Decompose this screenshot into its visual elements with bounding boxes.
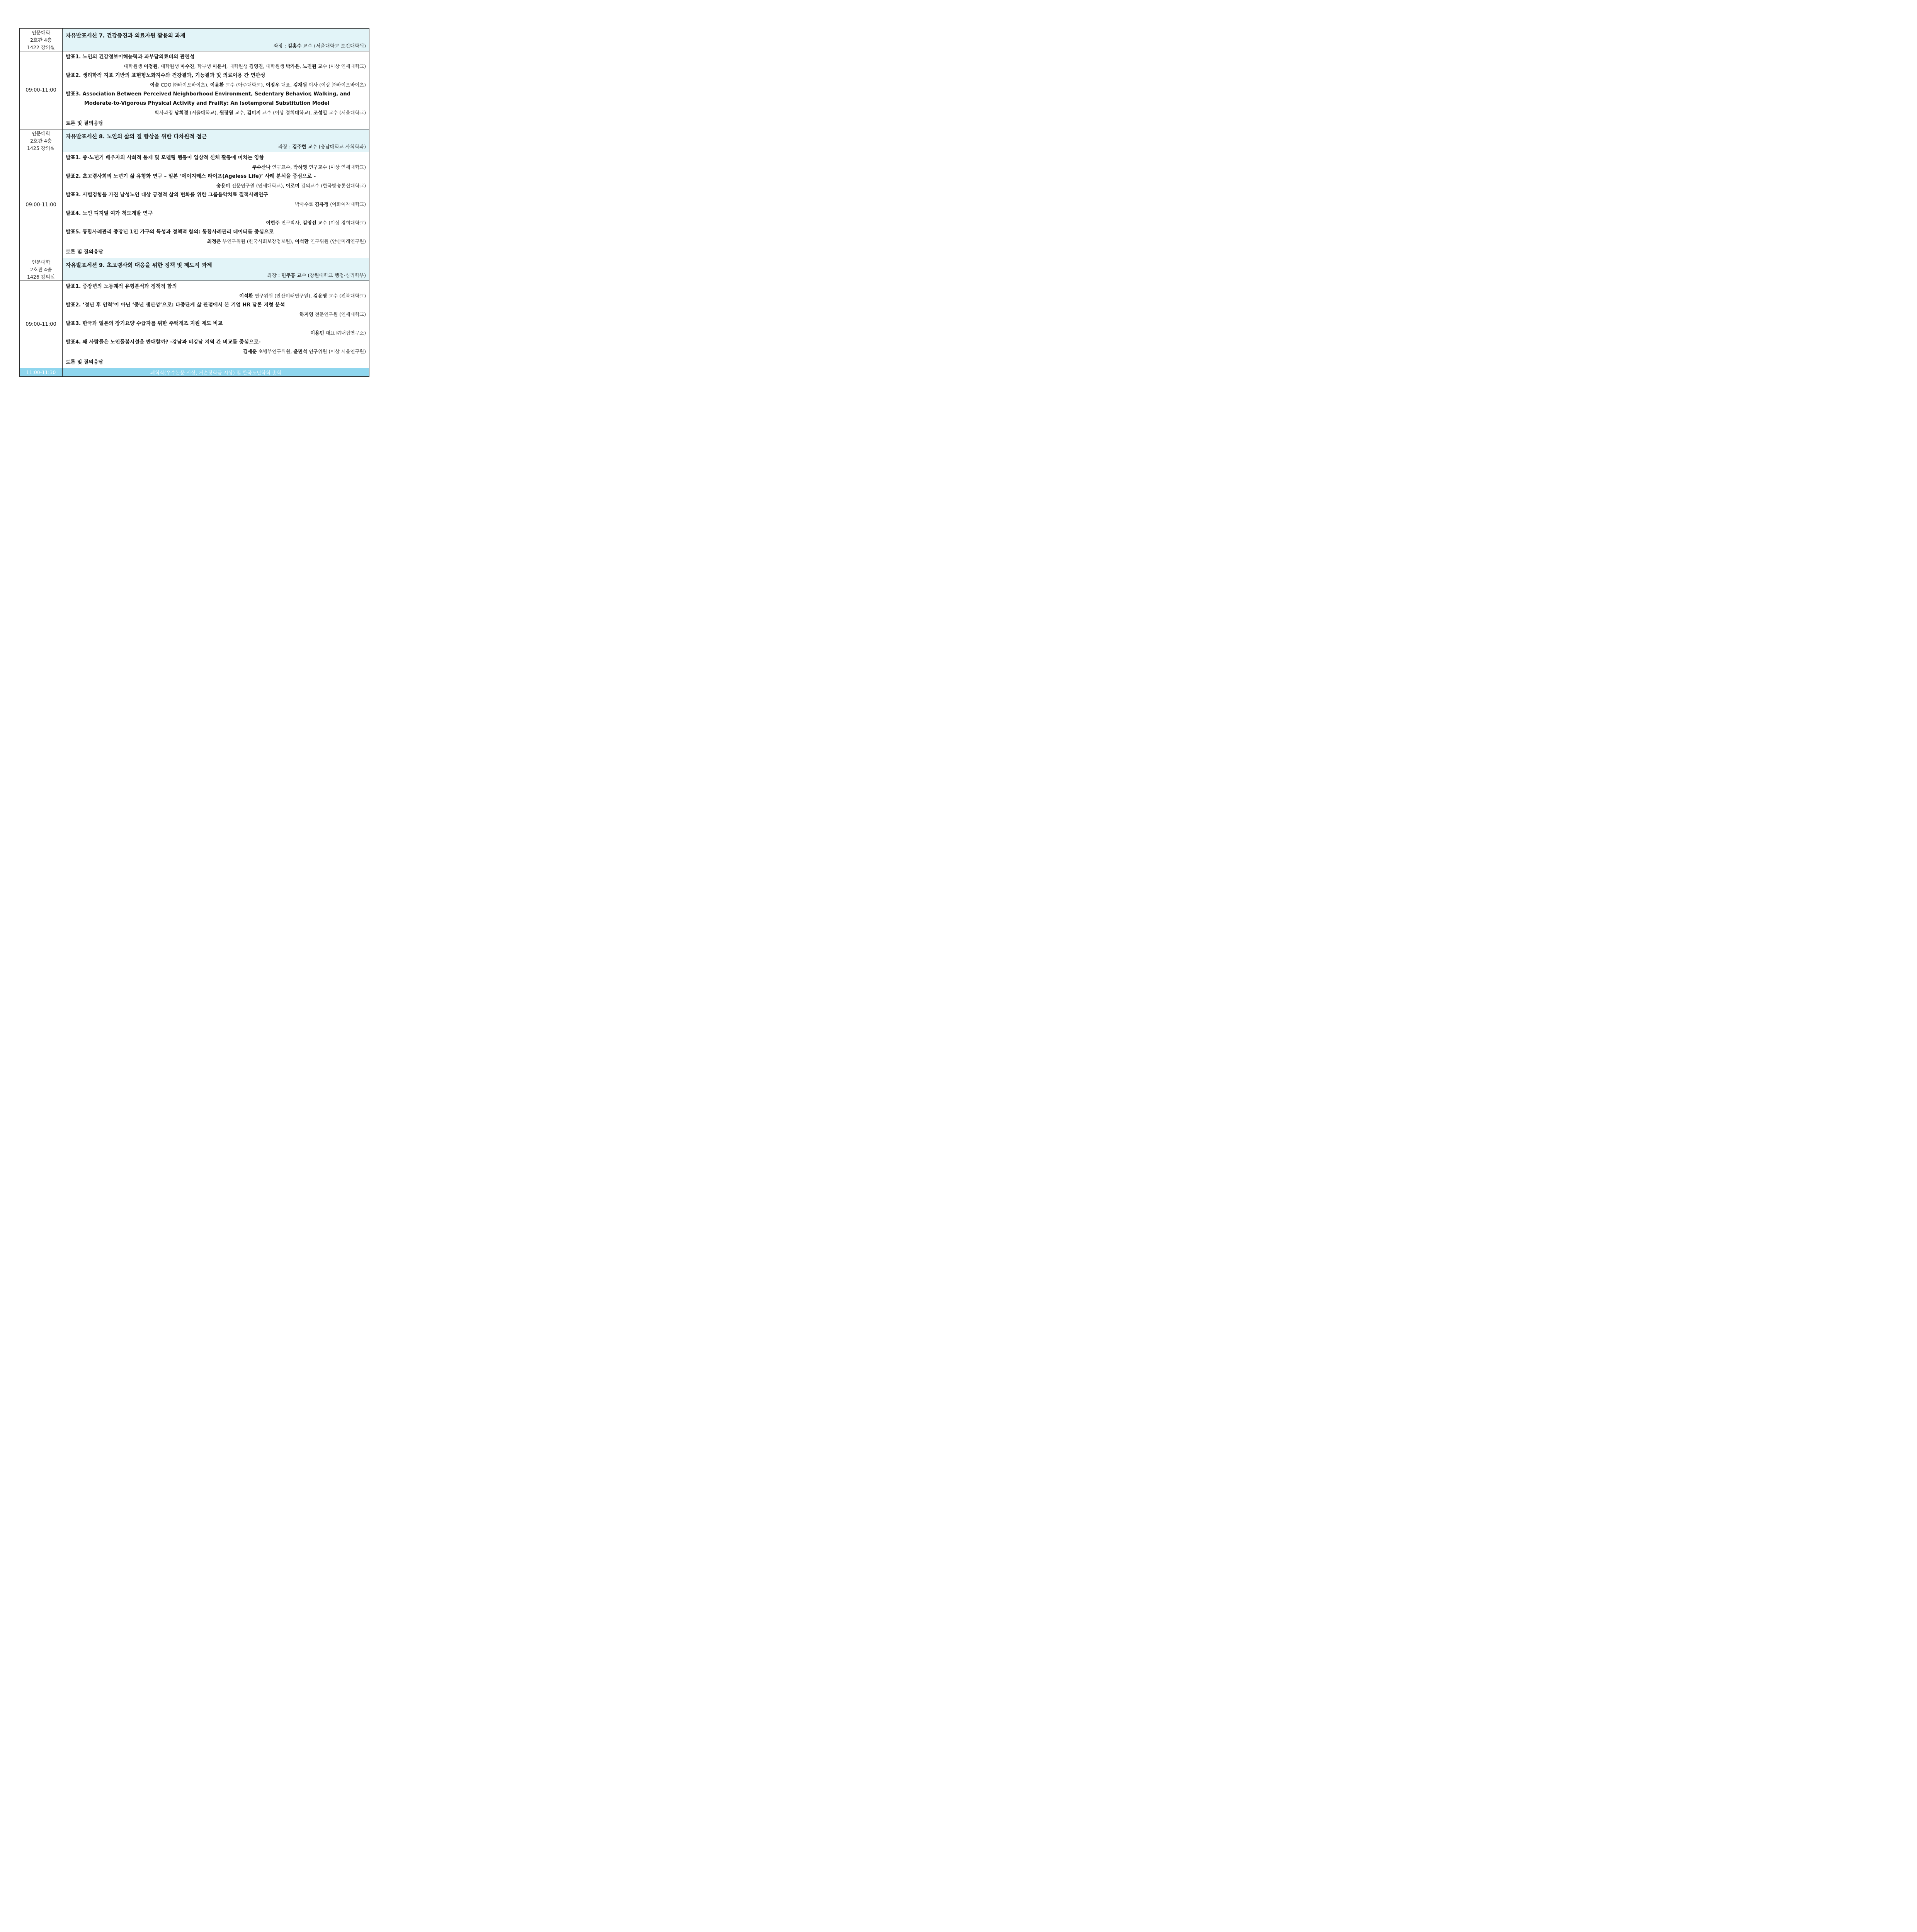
presentation-authors bbox=[66, 181, 366, 190]
affiliation-text: 교수 (서울대학교) bbox=[327, 110, 366, 116]
affiliation-text: 연구위원 (안산미래연구원), bbox=[253, 293, 313, 299]
person-name: 김주현 bbox=[292, 144, 306, 150]
person-name: 박하영 bbox=[293, 165, 307, 170]
affiliation-text: 박사수료 bbox=[295, 202, 315, 207]
session-body-row bbox=[20, 152, 369, 258]
person-name: 이솔 bbox=[150, 82, 160, 88]
presentation-authors bbox=[66, 108, 366, 117]
session-header-row bbox=[20, 258, 369, 281]
affiliation-text: , 대학원생 bbox=[157, 64, 180, 69]
presentation-title: 발표2. 초고령사회의 노년기 삶 유형화 연구 – 일본 ‘에이지레스 라이프(Ageless Life)’ 사례 분석을 중심으로 - bbox=[66, 173, 316, 179]
room-cell bbox=[20, 129, 63, 152]
person-name: 김미지 bbox=[247, 110, 261, 116]
session-header-cell bbox=[63, 258, 369, 281]
room-cell bbox=[20, 258, 63, 281]
affiliation-text: 교수 (이상 경희대학교) bbox=[316, 220, 366, 226]
room-building: 인문대학 bbox=[31, 130, 51, 136]
session-title: 자유발표세션 9. 초고령사회 대응을 위한 정책 및 제도적 과제 bbox=[66, 262, 212, 269]
person-name: 이석환 bbox=[295, 239, 309, 244]
discussion-label: 토론 및 질의응답 bbox=[66, 359, 103, 365]
person-name: 김영선 bbox=[303, 220, 316, 226]
schedule-table bbox=[19, 28, 369, 377]
affiliation-text: 좌장 : bbox=[278, 144, 293, 150]
person-name: 조성일 bbox=[313, 110, 327, 116]
presentation-title: 발표4. 왜 사람들은 노인돌봄시설을 반대할까? -강남과 비강남 지역 간 비교를 중심으로- bbox=[66, 339, 261, 345]
affiliation-text: 교수 (이상 연세대학교) bbox=[316, 64, 366, 69]
affiliation-text: (이화여자대학교) bbox=[328, 202, 366, 207]
person-name: 최정은 bbox=[207, 239, 221, 244]
presentation-title: 발표5. 통합사례관리 중장년 1인 가구의 특성과 정책적 함의: 통합사례관리 데이터를 중심으로 bbox=[66, 229, 274, 235]
room-cell bbox=[20, 29, 63, 51]
presentation-title: 발표2. 생리학적 지표 기반의 표현형노화지수와 건강결과, 기능결과 및 의료이용 간 연관성 bbox=[66, 73, 265, 78]
affiliation-text: 교수 (서울대학교 보건대학원) bbox=[301, 43, 366, 49]
person-name: 노진원 bbox=[303, 64, 316, 69]
presentation-authors bbox=[66, 80, 366, 90]
person-name: 이정원 bbox=[143, 64, 158, 69]
discussion-label: 토론 및 질의응답 bbox=[66, 249, 103, 255]
person-name: 김영진 bbox=[249, 64, 263, 69]
session-header-row bbox=[20, 29, 369, 51]
session-body-row bbox=[20, 51, 369, 129]
affiliation-text: 강의교수 (한국방송통신대학교) bbox=[299, 183, 366, 189]
affiliation-text: 교수 (아주대학교), bbox=[224, 82, 266, 88]
person-name: 이로미 bbox=[286, 183, 300, 189]
session-body-row bbox=[20, 281, 369, 368]
person-name: 김홍수 bbox=[287, 43, 302, 49]
presentation-title: 발표3. Association Between Perceived Neighborhood Environment, Sedentary Behavior, Walking, and bbox=[66, 91, 350, 97]
affiliation-text: 전문연구원 (연세대학교), bbox=[230, 183, 286, 189]
affiliation-text: 교수 (강원대학교 행정·심리학부) bbox=[295, 272, 366, 278]
affiliation-text: 교수 (이상 경희대학교), bbox=[260, 110, 313, 116]
session-presentations bbox=[63, 51, 369, 129]
affiliation-text: 교수 (전북대학교) bbox=[327, 293, 366, 299]
room-floor: 2호관 4층 bbox=[30, 138, 52, 144]
presentation-authors bbox=[66, 310, 366, 319]
affiliation-text: 연구교수 (이상 연세대학교) bbox=[307, 165, 366, 170]
room-number: 1425 강의실 bbox=[27, 145, 55, 151]
affiliation-text: 부연구위원 (한국사회보장정보원), bbox=[221, 239, 295, 244]
session-chair bbox=[66, 272, 366, 279]
presentation-authors bbox=[66, 328, 366, 338]
presentation-authors bbox=[66, 218, 366, 228]
session-presentations bbox=[63, 281, 369, 368]
presentation-authors bbox=[66, 62, 366, 71]
presentation-list bbox=[66, 282, 366, 356]
closing-time: 11:00-11:30 bbox=[20, 368, 63, 377]
discussion-label: 토론 및 질의응답 bbox=[66, 121, 103, 126]
presentation-title: 발표1. 중장년의 노동궤적 유형분석과 정책적 함의 bbox=[66, 284, 177, 289]
person-name: 하지영 bbox=[299, 312, 313, 317]
presentation-list bbox=[66, 53, 366, 117]
session-header-cell bbox=[63, 29, 369, 51]
person-name: 원장원 bbox=[219, 110, 233, 116]
affiliation-text: , bbox=[299, 64, 303, 69]
affiliation-text: 전문연구원 (연세대학교) bbox=[313, 312, 366, 317]
room-floor: 2호관 4층 bbox=[30, 266, 52, 272]
affiliation-text: 박사과정 bbox=[155, 110, 175, 116]
presentation-title: 발표2. ‘정년 후 인력’이 아닌 ‘중년 생산성’으로: 다중단계 삶 관점에서 본 기업 HR 담론 지형 분석 bbox=[66, 302, 285, 308]
session-time: 09:00-11:00 bbox=[20, 152, 63, 258]
room-building: 인문대학 bbox=[31, 29, 51, 36]
room-number: 1422 강의실 bbox=[27, 44, 55, 50]
person-name: 민주홍 bbox=[281, 272, 296, 278]
session-time: 09:00-11:00 bbox=[20, 51, 63, 129]
person-name: 윤민석 bbox=[293, 349, 307, 354]
person-name: 김재원 bbox=[293, 82, 307, 88]
affiliation-text: , 학부생 bbox=[194, 64, 213, 69]
affiliation-text: , 대학원생 bbox=[226, 64, 249, 69]
presentation-authors bbox=[66, 347, 366, 356]
session-chair bbox=[66, 42, 366, 49]
affiliation-text: 좌장 : bbox=[267, 272, 282, 278]
room-floor: 2호관 4층 bbox=[30, 37, 52, 43]
affiliation-text: 교수, bbox=[233, 110, 247, 116]
person-name: 이용민 bbox=[310, 330, 324, 336]
room-number: 1426 강의실 bbox=[27, 274, 55, 280]
affiliation-text: 이사 (이상 ㈜바이오바이츠) bbox=[307, 82, 366, 88]
affiliation-text: 연구위원 (안산미래연구원) bbox=[308, 239, 366, 244]
presentation-title: 발표4. 노인 디지털 여가 척도개발 연구 bbox=[66, 211, 153, 216]
presentation-authors bbox=[66, 237, 366, 246]
affiliation-text: 연구위원 (이상 서울연구원) bbox=[307, 349, 366, 354]
affiliation-text: 좌장 : bbox=[273, 43, 288, 49]
presentation-title: 발표1. 노인의 건강정보이해능력과 과부담의료비의 관련성 bbox=[66, 54, 195, 60]
closing-text: 폐회식(우수논문 시상, 거손장학금 시상) 및 한국노년학회 총회 bbox=[63, 368, 369, 377]
person-name: 송용미 bbox=[216, 183, 230, 189]
affiliation-text: 대학원생 bbox=[124, 64, 144, 69]
presentation-title: 발표3. 한국과 일본의 장기요양 수급자를 위한 주택개조 지원 제도 비교 bbox=[66, 321, 223, 327]
person-name: 이윤환 bbox=[210, 82, 224, 88]
closing-row bbox=[20, 368, 369, 377]
affiliation-text: CDO ㈜바이오바이츠), bbox=[159, 82, 210, 88]
presentation-title: Moderate-to-Vigorous Physical Activity and Frailty: An Isotemporal Substitution Model bbox=[84, 100, 330, 106]
session-title: 자유발표세션 7. 건강증진과 의료자원 활용의 과제 bbox=[66, 33, 185, 39]
presentation-authors bbox=[66, 291, 366, 301]
session-chair bbox=[66, 143, 366, 150]
room-building: 인문대학 bbox=[31, 259, 51, 265]
affiliation-text: 대표 ㈜내집연구소) bbox=[324, 330, 366, 336]
session-header-row bbox=[20, 129, 369, 152]
affiliation-text: (서울대학교), bbox=[188, 110, 219, 116]
affiliation-text: , 대학원생 bbox=[263, 64, 286, 69]
affiliation-text: 연구교수, bbox=[270, 165, 294, 170]
session-title: 자유발표세션 8. 노인의 삶의 질 향상을 위한 다차원적 접근 bbox=[66, 134, 207, 140]
person-name: 김유정 bbox=[315, 202, 329, 207]
affiliation-text: 연구박사, bbox=[279, 220, 303, 226]
person-name: 마수진 bbox=[180, 64, 194, 69]
person-name: 남희경 bbox=[174, 110, 189, 116]
presentation-list bbox=[66, 153, 366, 246]
session-header-cell bbox=[63, 129, 369, 152]
person-name: 주수산나 bbox=[252, 165, 271, 170]
person-name: 이윤서 bbox=[212, 64, 226, 69]
presentation-authors bbox=[66, 163, 366, 172]
person-name: 김세운 bbox=[243, 349, 257, 354]
person-name: 이석환 bbox=[239, 293, 253, 299]
affiliation-text: 교수 (충남대학교 사회학과) bbox=[306, 144, 366, 150]
session-time: 09:00-11:00 bbox=[20, 281, 63, 368]
person-name: 김윤영 bbox=[313, 293, 327, 299]
person-name: 이현주 bbox=[266, 220, 280, 226]
person-name: 박가은 bbox=[286, 64, 300, 69]
affiliation-text: 대표, bbox=[279, 82, 293, 88]
presentation-title: 발표1. 중·노년기 배우자의 사회적 통제 및 모델링 행동이 일상적 신체 활동에 미치는 영향 bbox=[66, 155, 264, 161]
schedule-body bbox=[20, 29, 369, 377]
presentation-title: 발표3. 사별경험을 가진 남성노인 대상 긍정적 삶의 변화를 위한 그룹음악치료 질적사례연구 bbox=[66, 192, 268, 198]
presentation-authors bbox=[66, 200, 366, 209]
affiliation-text: 초빙부연구위원, bbox=[257, 349, 294, 354]
person-name: 이정우 bbox=[265, 82, 280, 88]
session-presentations bbox=[63, 152, 369, 258]
